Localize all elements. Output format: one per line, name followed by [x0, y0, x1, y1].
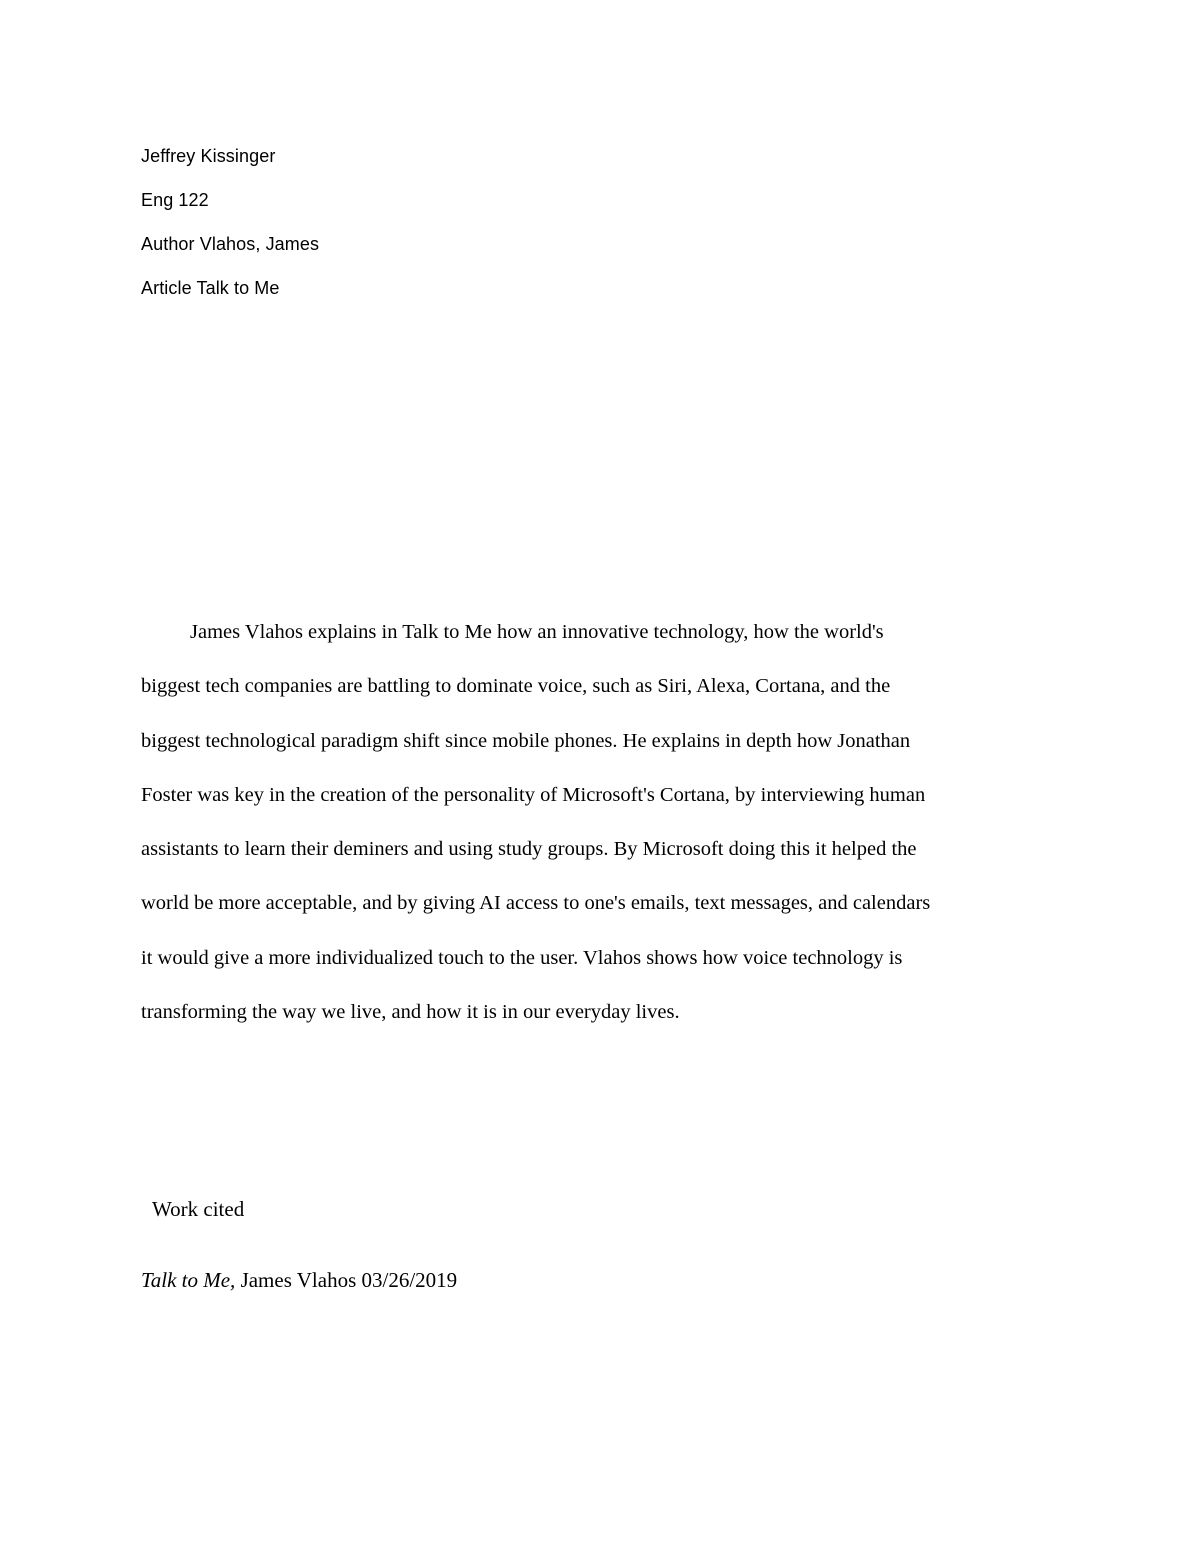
- course-name: Eng 122: [141, 190, 209, 210]
- author-line: Author Vlahos, James: [141, 234, 320, 254]
- citation-entry: [141, 1266, 457, 1294]
- paragraph-line: James Vlahos explains in Talk to Me how an innovative technology, how the world's: [190, 621, 884, 643]
- citation-title: Talk to Me,: [141, 1268, 236, 1292]
- summary-paragraph: [141, 605, 1061, 1039]
- works-cited-heading: Work cited: [152, 1197, 245, 1221]
- paragraph-line: it would give a more individualized touch to the user. Vlahos shows how voice technology is: [141, 946, 903, 969]
- paragraph-line: world be more acceptable, and by giving AI access to one's emails, text messages, and calendars: [141, 892, 931, 915]
- paragraph-line: biggest technological paradigm shift since mobile phones. He explains in depth how Jonathan: [141, 729, 911, 752]
- student-name: Jeffrey Kissinger: [141, 146, 276, 166]
- citation-details: James Vlahos 03/26/2019: [235, 1268, 458, 1292]
- paragraph-line: transforming the way we live, and how it is in our everyday lives.: [141, 1001, 680, 1024]
- paragraph-line: assistants to learn their deminers and using study groups. By Microsoft doing this it helped the: [141, 838, 917, 861]
- paragraph-line: biggest tech companies are battling to dominate voice, such as Siri, Alexa, Cortana, and the: [141, 675, 891, 698]
- article-line: Article Talk to Me: [141, 278, 280, 298]
- paragraph-line: Foster was key in the creation of the personality of Microsoft's Cortana, by interviewing human: [141, 783, 926, 806]
